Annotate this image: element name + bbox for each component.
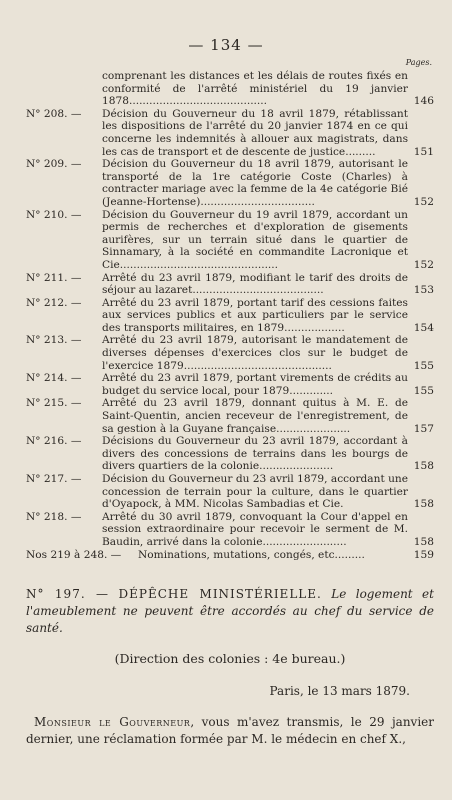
toc-entry-text: Nominations, mutations, congés, etc......... bbox=[138, 548, 365, 561]
toc-entry-text: Décision du Gouverneur du 19 avril 1879, accordant un permis de recherches et d'exploration de gisements aurifères, sur un terrain situé dans le quartier de Sinnamary, à la société en commandite Lacronique et Cie............................................... bbox=[102, 208, 408, 271]
toc-entry-page: 158 bbox=[413, 460, 434, 473]
dispatch-body: , vous m'avez transmis, le 29 janvier dernier, une réclamation formée par M. le médecin en chef X., bbox=[26, 715, 434, 746]
toc-entry bbox=[26, 334, 434, 372]
toc-entry-page: 159 bbox=[413, 548, 434, 561]
toc-entry-number: N° 209. — bbox=[26, 158, 82, 171]
dispatch-letter bbox=[26, 714, 434, 748]
toc-entry bbox=[26, 397, 434, 435]
toc-entry bbox=[26, 435, 434, 473]
dispatch-section bbox=[26, 586, 434, 748]
toc-entry-text: Décision du Gouverneur du 18 avril 1879, autorisant le transporté de la 1re catégorie Coste (Charles) à contracter mariage avec la femme de la 4e catégorie Bié (Jeanne-Hortense).................................. bbox=[102, 158, 408, 208]
toc-entry-text: comprenant les distances et les délais de routes fixés en conformité de l'arrêté ministériel du 19 janvier 1878......................................... bbox=[102, 70, 408, 108]
toc-entry bbox=[26, 372, 434, 397]
toc-entry bbox=[26, 473, 434, 511]
dispatch-subject: Le logement et l'ameublement ne peuvent être accordés au chef du service de santé. bbox=[26, 587, 434, 635]
toc-entry-number: N° 210. — bbox=[26, 208, 82, 221]
toc-entry-text: Arrêté du 23 avril 1879, portant tarif des cessions faites aux services publics et aux particuliers par le service des transports militaires, en 1879.................. bbox=[102, 296, 408, 334]
toc-entry-text: Décisions du Gouverneur du 23 avril 1879, accordant à divers des concessions de terrains dans les bourgs de divers quartiers de la colonie...................... bbox=[102, 435, 408, 473]
toc-entry-text: Arrêté du 23 avril 1879, donnant quitus à M. E. de Saint-Quentin, ancien receveur de l'enregistrement, de sa gestion à la Guyane française...................... bbox=[102, 397, 408, 435]
toc-entry-number: N° 211. — bbox=[26, 271, 82, 284]
toc-entry-number: N° 218. — bbox=[26, 510, 82, 523]
toc-entry-number: Nos 219 à 248. — bbox=[26, 548, 122, 561]
toc-entry-number: N° 217. — bbox=[26, 473, 82, 485]
table-of-contents bbox=[26, 70, 434, 561]
toc-entry-page: 155 bbox=[413, 384, 434, 397]
toc-entry-page: 151 bbox=[413, 145, 434, 158]
toc-entry-page: 146 bbox=[413, 95, 434, 108]
toc-entry-page: 152 bbox=[413, 195, 434, 208]
dispatch-direction: (Direction des colonies : 4e bureau.) bbox=[114, 651, 346, 666]
dispatch-place-date: Paris, le 13 mars 1879. bbox=[269, 684, 410, 698]
pages-column-label: Pages. bbox=[405, 58, 432, 67]
toc-entry-page: 158 bbox=[413, 498, 434, 511]
toc-entry-page: 152 bbox=[413, 258, 434, 271]
dispatch-salutation: Monsieur le Gouverneur bbox=[34, 715, 191, 729]
toc-entry-page: 157 bbox=[413, 422, 434, 435]
toc-entry bbox=[26, 549, 434, 562]
toc-entry-page: 155 bbox=[413, 359, 434, 372]
toc-entry-text: Arrêté du 23 avril 1879, autorisant le mandatement de diverses dépenses d'exercices clos sur le budget de l'exercice 1879............................................ bbox=[102, 334, 408, 372]
toc-entry bbox=[26, 272, 434, 297]
toc-entry-page: 154 bbox=[413, 321, 434, 334]
toc-entry-number: N° 216. — bbox=[26, 435, 82, 448]
toc-entry-text: Décision du Gouverneur du 18 avril 1879, rétablissant les dispositions de l'arrêté du 20 janvier 1874 en ce qui concerne les indemnités à allouer aux magistrats, dans les cas de transport et de descente de justice......... bbox=[102, 107, 408, 158]
toc-entry-page: 153 bbox=[413, 284, 434, 297]
toc-entry-number: N° 208. — bbox=[26, 107, 82, 120]
toc-entry-page: 158 bbox=[413, 535, 434, 548]
toc-entry-number: N° 212. — bbox=[26, 296, 82, 309]
dispatch-heading: DÉPÊCHE MINISTÉRIELLE. bbox=[118, 587, 322, 601]
page-number: — 134 — bbox=[188, 36, 264, 54]
toc-entry bbox=[26, 297, 434, 335]
toc-entry-number: N° 214. — bbox=[26, 372, 82, 385]
toc-entry bbox=[26, 511, 434, 549]
toc-entry bbox=[26, 158, 434, 208]
dispatch-number: N° 197. — bbox=[26, 587, 110, 601]
toc-entry-text: Arrêté du 23 avril 1879, modifiant le tarif des droits de séjour au lazaret....................................... bbox=[102, 271, 408, 297]
toc-entry-text: Arrêté du 23 avril 1879, portant virements de crédits au budget du service local, pour 1879............. bbox=[102, 372, 408, 397]
toc-entry-text: Arrêté du 30 avril 1879, convoquant la Cour d'appel en session extraordinaire pour recevoir le serment de M. Baudin, arrivé dans la colonie......................... bbox=[102, 510, 408, 548]
toc-entry bbox=[26, 209, 434, 272]
toc-entry-text: Décision du Gouverneur du 23 avril 1879, accordant une concession de terrain pour la culture, dans le quartier d'Oyapock, à MM. Nicolas Sambadias et Cie. bbox=[102, 473, 408, 511]
toc-entry-number: N° 213. — bbox=[26, 334, 82, 347]
toc-entry-number: N° 215. — bbox=[26, 397, 82, 410]
toc-entry bbox=[26, 108, 434, 158]
dispatch-title bbox=[26, 586, 434, 637]
toc-entry bbox=[26, 70, 434, 108]
